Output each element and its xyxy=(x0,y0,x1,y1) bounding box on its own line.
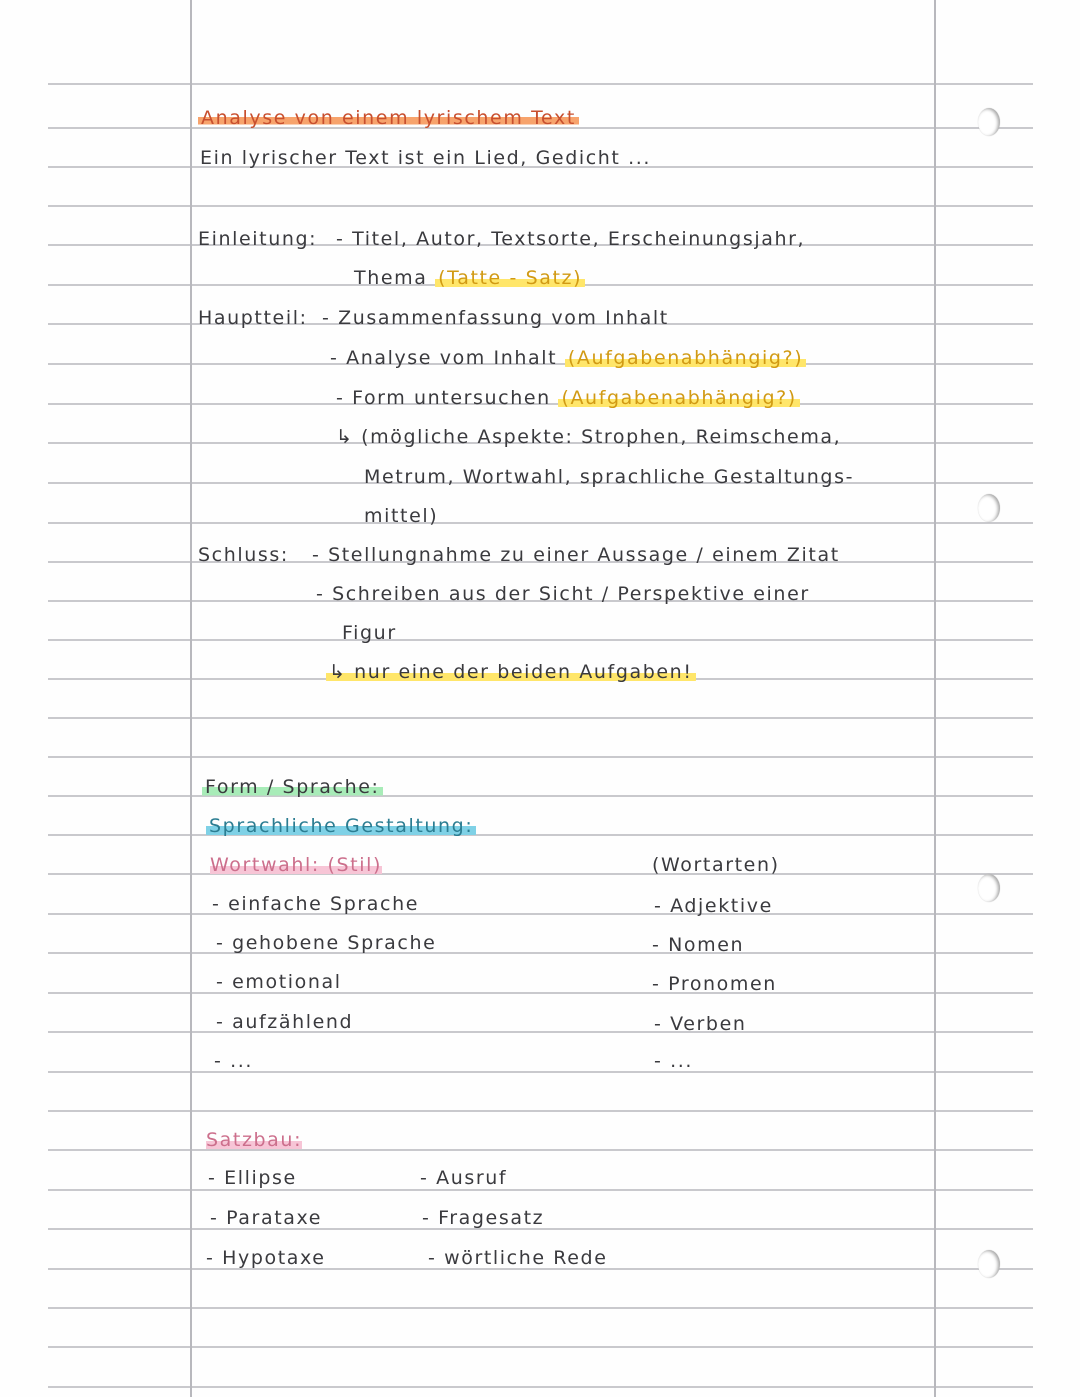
satzbau-heading xyxy=(206,1128,302,1152)
hauptteil-label: Hauptteil: xyxy=(198,307,308,329)
einleitung-line-2 xyxy=(354,266,585,290)
wortarten-item: - Verben xyxy=(654,1013,747,1035)
ruled-line xyxy=(48,1307,1033,1309)
title-text: Analyse von einem lyrischem Text xyxy=(198,107,579,129)
hauptteil-item-2 xyxy=(330,346,806,370)
ruled-line xyxy=(48,1031,1033,1033)
wortarten-item: - ... xyxy=(654,1050,694,1072)
sprachliche-gestaltung-heading xyxy=(206,814,476,838)
einleitung-thema: Thema xyxy=(354,267,428,289)
ruled-line xyxy=(48,992,1033,994)
satzbau-item: - Ellipse xyxy=(208,1167,297,1189)
ruled-line xyxy=(48,873,1033,875)
punch-hole xyxy=(978,874,1000,902)
einleitung-label: Einleitung: xyxy=(198,228,318,250)
wortarten-heading: (Wortarten) xyxy=(652,854,780,876)
einleitung-highlight: (Tatte - Satz) xyxy=(435,267,585,289)
ruled-line xyxy=(48,1189,1033,1191)
form-sprache-text: Form / Sprache: xyxy=(202,776,383,798)
hauptteil-item-4-line-1: ↳ (mögliche Aspekte: Strophen, Reimschema, xyxy=(336,426,842,448)
schluss-item-2-line-1: - Schreiben aus der Sicht / Perspektive einer xyxy=(316,583,810,605)
page-title xyxy=(198,106,579,130)
punch-hole xyxy=(978,1250,1000,1278)
hauptteil-item-2-text: - Analyse vom Inhalt xyxy=(330,347,558,369)
satzbau-item: - Hypotaxe xyxy=(206,1247,326,1269)
satzbau-item: - Parataxe xyxy=(210,1207,323,1229)
intro-text: Ein lyrischer Text ist ein Lied, Gedicht ... xyxy=(200,147,652,169)
hauptteil-item-1: - Zusammenfassung vom Inhalt xyxy=(322,307,669,329)
schluss-note xyxy=(326,660,696,684)
satzbau-item: - wörtliche Rede xyxy=(428,1247,608,1269)
wortwahl-item: - einfache Sprache xyxy=(212,893,420,915)
schluss-item-1: - Stellungnahme zu einer Aussage / einem Zitat xyxy=(312,544,840,566)
schluss-note-text: ↳ nur eine der beiden Aufgaben! xyxy=(326,661,696,683)
hauptteil-item-3 xyxy=(336,386,800,410)
ruled-line xyxy=(48,639,1033,641)
ruled-line xyxy=(48,913,1033,915)
punch-hole xyxy=(978,494,1000,522)
form-sprache-heading xyxy=(202,775,383,799)
ruled-line xyxy=(48,952,1033,954)
ruled-line xyxy=(48,522,1033,524)
wortwahl-heading xyxy=(210,853,382,877)
punch-hole xyxy=(978,108,1000,136)
left-margin-line xyxy=(190,0,192,1397)
hauptteil-item-3-highlight: (Aufgabenabhängig?) xyxy=(558,387,799,409)
satzbau-item: - Ausruf xyxy=(420,1167,508,1189)
wortarten-item: - Nomen xyxy=(652,934,745,956)
hauptteil-item-3-text: - Form untersuchen xyxy=(336,387,551,409)
ruled-line xyxy=(48,1386,1033,1388)
hauptteil-item-4-line-3: mittel) xyxy=(364,505,439,527)
sprachliche-gestaltung-text: Sprachliche Gestaltung: xyxy=(206,815,476,837)
hauptteil-item-2-highlight: (Aufgabenabhängig?) xyxy=(565,347,806,369)
right-margin-line xyxy=(934,0,936,1397)
wortwahl-item: - gehobene Sprache xyxy=(216,932,437,954)
wortarten-item: - Adjektive xyxy=(654,895,773,917)
wortwahl-item: - emotional xyxy=(216,971,342,993)
ruled-line xyxy=(48,205,1033,207)
einleitung-line-1: - Titel, Autor, Textsorte, Erscheinungsjahr, xyxy=(336,228,806,250)
ruled-line xyxy=(48,1149,1033,1151)
wortwahl-heading-text: Wortwahl: (Stil) xyxy=(210,854,382,876)
satzbau-item: - Fragesatz xyxy=(422,1207,545,1229)
wortwahl-item: - ... xyxy=(214,1050,254,1072)
schluss-item-2-line-2: Figur xyxy=(342,622,397,644)
ruled-line xyxy=(48,756,1033,758)
ruled-line xyxy=(48,83,1033,85)
ruled-line xyxy=(48,834,1033,836)
ruled-line xyxy=(48,1110,1033,1112)
satzbau-heading-text: Satzbau: xyxy=(206,1129,303,1151)
schluss-label: Schluss: xyxy=(198,544,289,566)
ruled-line xyxy=(48,1346,1033,1348)
ruled-line xyxy=(48,717,1033,719)
ruled-line xyxy=(48,1071,1033,1073)
ruled-line xyxy=(48,795,1033,797)
hauptteil-item-4-line-2: Metrum, Wortwahl, sprachliche Gestaltungs- xyxy=(364,466,855,488)
wortwahl-item: - aufzählend xyxy=(216,1011,354,1033)
wortarten-item: - Pronomen xyxy=(652,973,777,995)
